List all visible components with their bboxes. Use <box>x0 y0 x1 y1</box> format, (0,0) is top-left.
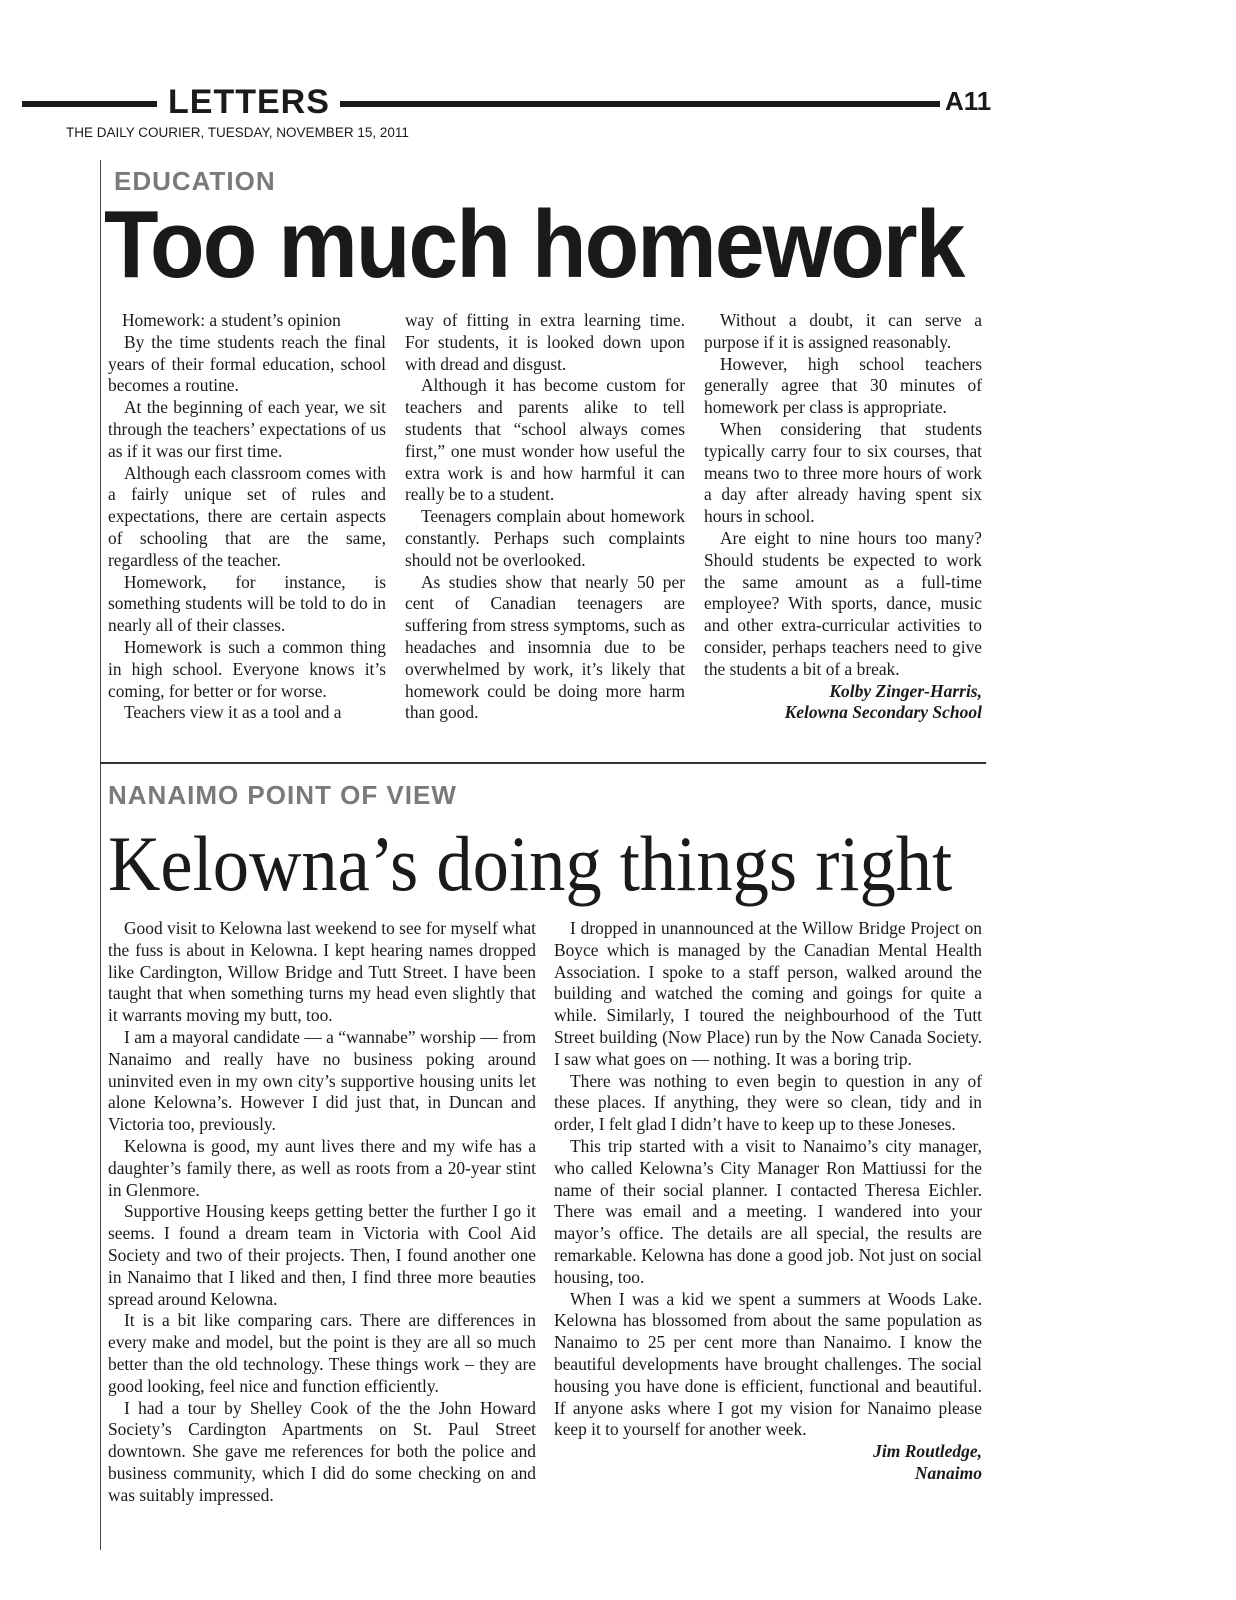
section-title: LETTERS <box>168 83 330 121</box>
paragraph: By the time students reach the final years of their formal education, school becomes a routine. <box>108 331 386 396</box>
article2-signature-place: Nanaimo <box>914 1462 982 1483</box>
paragraph: I had a tour by Shelley Cook of the the John Howard Society’s Cardington Apartments on St. Paul Street downtown. She gave me references for both the police and business community, which I did do some checking on and was suitably impressed. <box>108 1397 536 1505</box>
article1-signature-name: Kolby Zinger-Harris, <box>829 680 982 701</box>
paragraph: Homework: a student’s opinion <box>122 310 341 330</box>
paragraph: Good visit to Kelowna last weekend to see for myself what the fuss is about in Kelowna. I kept hearing names dropped like Cardington, Willow Bridge and Tutt Street. I have been taught that when something turns my head even slightly that it warrants moving my butt, too. <box>108 918 536 1026</box>
paragraph: Supportive Housing keeps getting better the further I go it seems. I found a dream team in Victoria with Cool Aid Society and two of their projects. Then, I found another one in Nanaimo that I liked and then, I find three more beauties spread around Kelowna. <box>108 1201 536 1309</box>
paragraph: way of fitting in extra learning time. For students, it is looked down upon with dread and disgust. <box>405 310 685 374</box>
header-rule-left <box>22 101 157 107</box>
article2-column-1 <box>108 918 536 1507</box>
dateline: THE DAILY COURIER, TUESDAY, NOVEMBER 15, 2011 <box>66 125 409 140</box>
article1-signature-place: Kelowna Secondary School <box>784 702 982 723</box>
paragraph: Kelowna is good, my aunt lives there and my wife has a daughter’s family there, as well as roots from a 20-year stint in Glenmore. <box>108 1135 536 1200</box>
paragraph: I dropped in unannounced at the Willow Bridge Project on Boyce which is managed by the Canadian Mental Health Association. I spoke to a staff person, walked around the building and watched the coming and goings for quite a while. Similarly, I toured the neighbourhood of the Tutt Street building (Now Place) run by the Now Canada Society. I saw what goes on — nothing. It was a boring trip. <box>554 918 982 1069</box>
paragraph: Homework is such a common thing in high school. Everyone knows it’s coming, for better or for worse. <box>108 636 386 701</box>
article2-kicker: NANAIMO POINT OF VIEW <box>108 780 457 810</box>
paragraph: Although each classroom comes with a fairly unique set of rules and expectations, there are certain aspects of schooling that are the same, regardless of the teacher. <box>108 462 386 570</box>
paragraph: I am a mayoral candidate — a “wannabe” worship — from Nanaimo and really have no business poking around uninvited even in my own city’s supportive housing units let alone Kelowna’s. However I did just that, in Duncan and Victoria too, previously. <box>108 1026 536 1135</box>
article2-signature-name: Jim Routledge, <box>873 1441 982 1462</box>
paragraph: When considering that students typically carry four to six courses, that means two to three more hours of work a day after already having spent six hours in school. <box>704 418 982 527</box>
paragraph: Are eight to nine hours too many? Should students be expected to work the same amount as a full-time employee? With sports, dance, music and other extra-curricular activities to consider, perhaps teachers need to give the students a bit of a break. <box>704 527 982 679</box>
paragraph: At the beginning of each year, we sit through the teachers’ expectations of us as if it was our first time. <box>108 397 386 461</box>
article1-column-1 <box>108 310 386 724</box>
paragraph: It is a bit like comparing cars. There are differences in every make and model, but the point is they are all so much better than the old technology. These things work – they are good looking, feel nice and function efficiently. <box>108 1310 536 1396</box>
article1-headline: Too much homework <box>104 191 964 298</box>
paragraph: Teachers view it as a tool and a <box>124 702 342 723</box>
paragraph: Although it has become custom for teachers and parents alike to tell students that “school always comes first,” one must wonder how useful the extra work is and how harmful it can really be to a student. <box>405 375 685 505</box>
article2-column-2 <box>554 918 982 1485</box>
article1-column-3 <box>704 310 982 724</box>
paragraph: As studies show that nearly 50 per cent of Canadian teenagers are suffering from stress symptoms, such as headaches and insomnia due to be overwhelmed by work, it’s likely that homework could be doing more harm than good. <box>405 571 685 723</box>
paragraph: When I was a kid we spent a summers at Woods Lake. Kelowna has blossomed from about the same population as Nanaimo to 25 per cent more than Nanaimo. I know the beautiful developments have brought challenges. The social housing you have done is efficient, functional and beautiful. If anyone asks where I got my vision for Nanaimo please keep it to yourself for another week. <box>554 1288 982 1440</box>
article2-headline: Kelowna’s doing things right <box>108 820 953 907</box>
article1-column-2 <box>405 310 685 724</box>
paragraph: Homework, for instance, is something students will be told to do in nearly all of their classes. <box>108 571 386 636</box>
header-rule-right <box>340 101 940 107</box>
page-number: A11 <box>945 86 992 116</box>
paragraph: There was nothing to even begin to question in any of these places. If anything, they were so clean, tidy and in order, I felt glad I didn’t have to keep up to these Joneses. <box>554 1070 982 1135</box>
article1-kicker: EDUCATION <box>114 166 276 196</box>
paragraph: This trip started with a visit to Nanaimo’s city manager, who called Kelowna’s City Manager Ron Mattiussi for the name of their social planner. I contacted Theresa Eichler. There was email and a meeting. I wandered into your mayor’s office. The details are all special, the results are remarkable. Kelowna has done a good job. Not just on social housing, too. <box>554 1135 982 1287</box>
paragraph: Teenagers complain about homework constantly. Perhaps such complaints should not be overlooked. <box>405 506 685 570</box>
paragraph: However, high school teachers generally agree that 30 minutes of homework per class is appropriate. <box>704 353 982 418</box>
article-divider <box>100 762 986 764</box>
paragraph: Without a doubt, it can serve a purpose if it is assigned reasonably. <box>704 310 982 352</box>
column-rule <box>100 160 101 1550</box>
